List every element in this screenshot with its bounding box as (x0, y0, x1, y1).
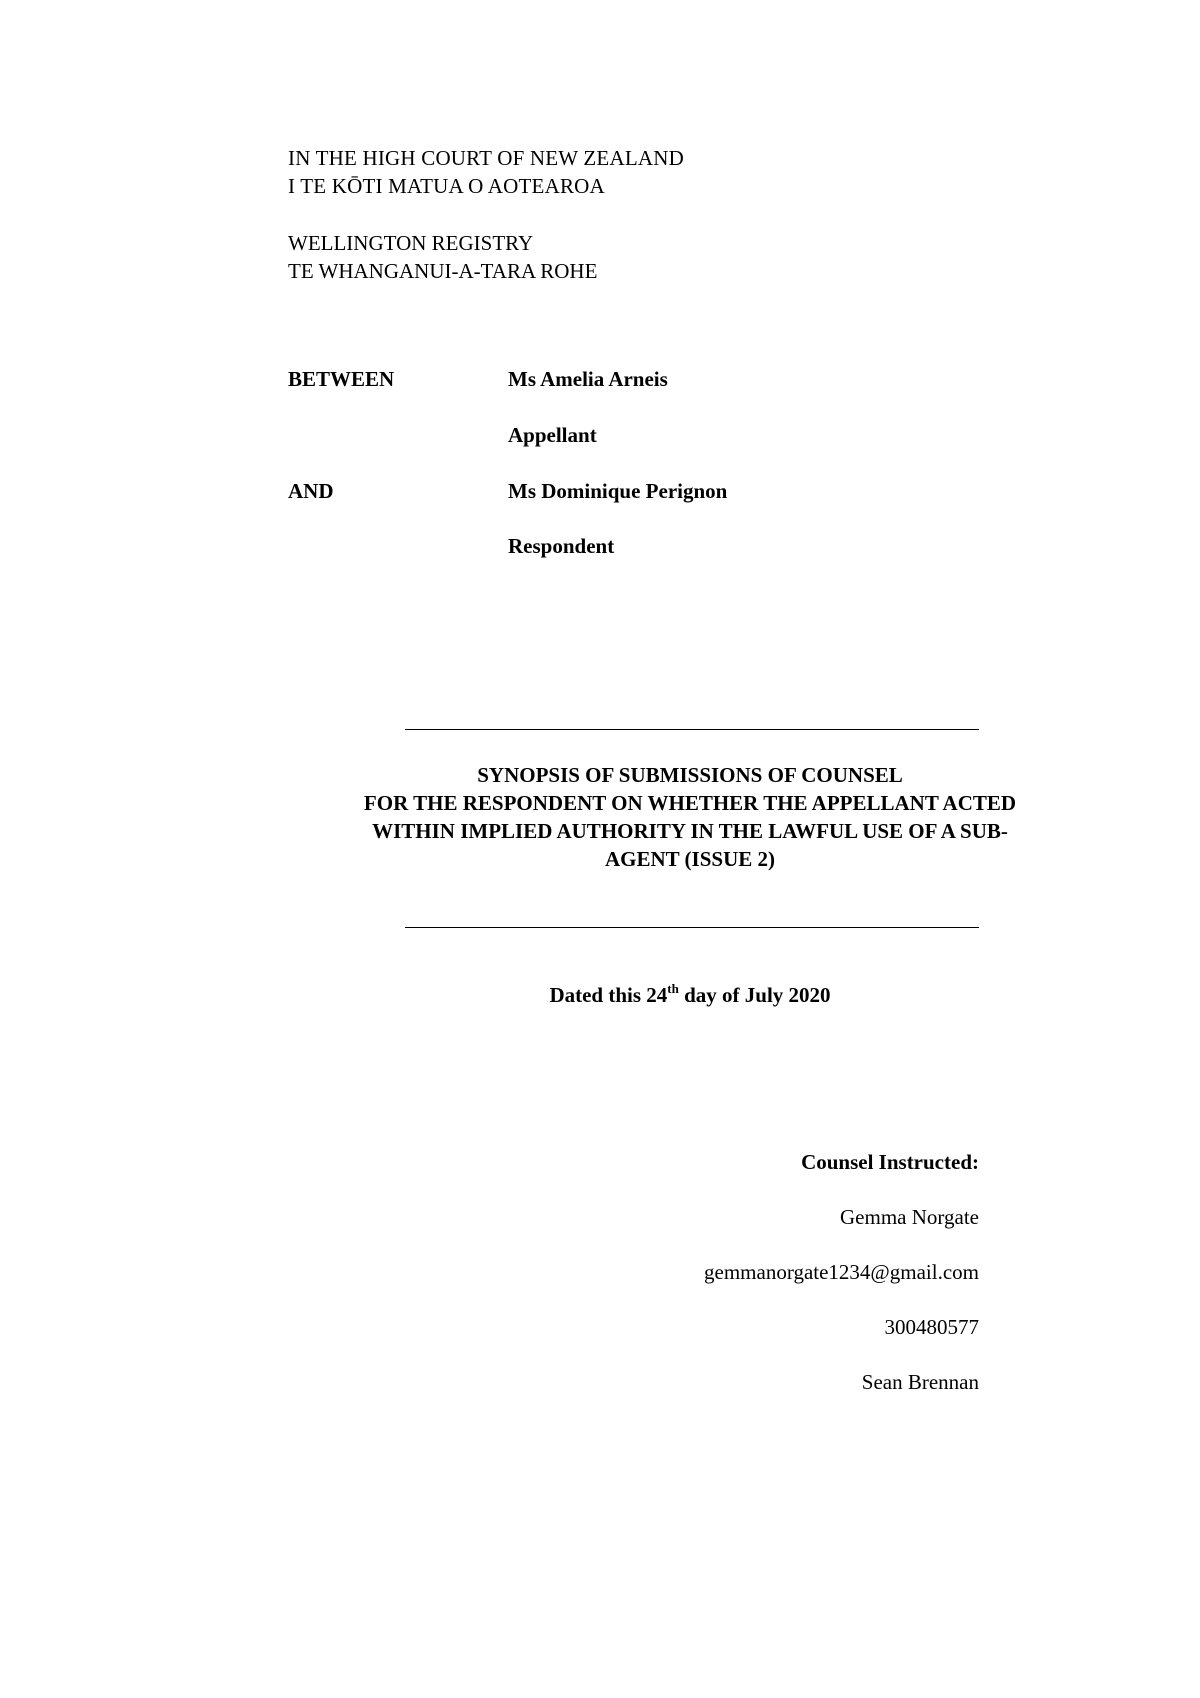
date-rest: day of July 2020 (678, 983, 831, 1007)
counsel-heading: Counsel Instructed: (801, 1150, 979, 1174)
between-label: BETWEEN (288, 367, 395, 391)
and-label: AND (288, 479, 334, 503)
registry-name-english: WELLINGTON REGISTRY (288, 231, 534, 255)
title-line-1: SYNOPSIS OF SUBMISSIONS OF COUNSEL (477, 763, 903, 787)
court-name-english: IN THE HIGH COURT OF NEW ZEALAND (288, 146, 684, 170)
appellant-role: Appellant (508, 423, 597, 447)
appellant-name: Ms Amelia Arneis (508, 367, 668, 391)
date-line (300, 983, 1080, 1008)
title-rule-bottom (405, 927, 979, 928)
counsel-name-1: Gemma Norgate (840, 1205, 979, 1229)
date-prefix: Dated this 24 (549, 983, 668, 1007)
date-ordinal-suffix: th (667, 981, 679, 996)
counsel-email: gemmanorgate1234@gmail.com (704, 1260, 979, 1284)
counsel-id-number: 300480577 (884, 1315, 979, 1339)
counsel-name-2: Sean Brennan (861, 1370, 979, 1394)
title-rule-top (405, 729, 979, 730)
court-heading (288, 144, 684, 200)
document-title (300, 761, 1080, 873)
title-line-2: FOR THE RESPONDENT ON WHETHER THE APPELLANT ACTED (363, 791, 1017, 815)
registry-name-maori: TE WHANGANUI-A-TARA ROHE (288, 259, 598, 283)
court-name-maori: I TE KŌTI MATUA O AOTEAROA (288, 174, 605, 198)
title-line-3: WITHIN IMPLIED AUTHORITY IN THE LAWFUL USE OF A SUB- (372, 819, 1008, 843)
respondent-name: Ms Dominique Perignon (508, 479, 728, 503)
respondent-role: Respondent (508, 534, 615, 558)
title-line-4: AGENT (ISSUE 2) (605, 847, 775, 871)
registry-heading (288, 229, 597, 285)
